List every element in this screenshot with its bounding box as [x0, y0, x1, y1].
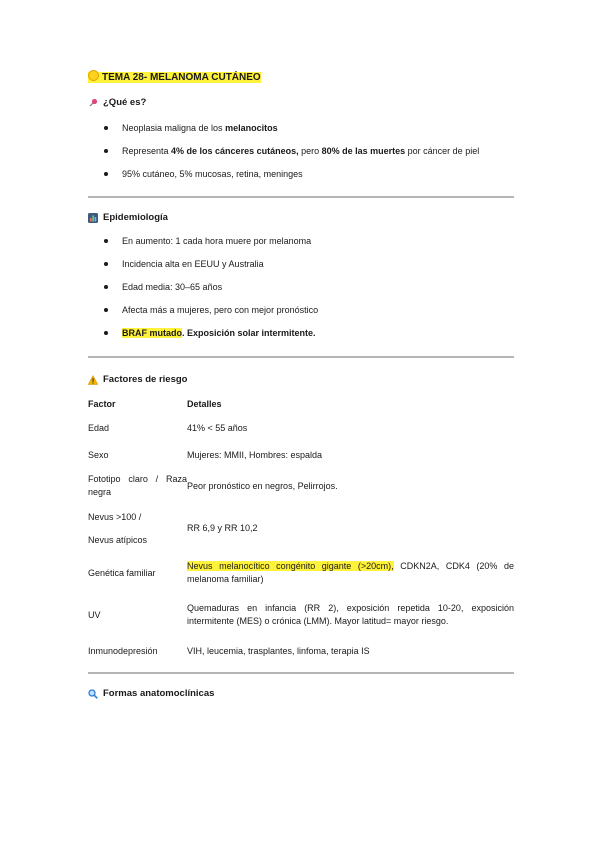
list-item: Edad media: 30–65 años: [104, 281, 318, 304]
list-item: 95% cutáneo, 5% mucosas, retina, meninges: [104, 168, 479, 191]
risk-factors-table: [88, 396, 514, 666]
magnifier-icon: [88, 689, 98, 699]
col-factor: Factor: [88, 399, 116, 409]
epidemiologia-heading: Epidemiología: [88, 212, 168, 223]
title-highlight: [88, 72, 261, 83]
title-text: TEMA 28- MELANOMA CUTÁNEO: [102, 72, 261, 83]
table-row: Nevus >100 / Nevus atípicos RR 6,9 y RR 10,2: [88, 511, 258, 545]
section-divider: [88, 672, 514, 674]
list-item: Incidencia alta en EEUU y Australia: [104, 258, 318, 281]
formas-heading: Formas anatomoclínicas: [88, 688, 214, 699]
pushpin-icon: [88, 98, 98, 108]
list-item: Neoplasia maligna de los melanocitos: [104, 122, 479, 145]
table-row: Edad 41% < 55 años: [88, 422, 248, 433]
table-row: Fototipo claro / Raza negra Peor pronóstico en negros, Pelirrojos.: [88, 474, 338, 497]
section-divider: [88, 196, 514, 198]
factores-heading: Factores de riesgo: [88, 374, 187, 385]
que-es-heading: ¿Qué es?: [88, 97, 146, 108]
list-item: Afecta más a mujeres, pero con mejor pronóstico: [104, 304, 318, 327]
bar-chart-icon: [88, 213, 98, 223]
sun-icon: [88, 70, 99, 81]
page-title: [88, 70, 261, 83]
table-header-row: [88, 396, 514, 412]
table-row: Genética familiar Nevus melanocítico congénito gigante (>20cm), CDKN2A, CDK4 (20% de melanoma familiar): [88, 561, 514, 584]
table-row: Sexo Mujeres: MMII, Hombres: espalda: [88, 450, 323, 460]
section-divider: [88, 356, 514, 358]
epidemiologia-list: [104, 235, 318, 350]
list-item: En aumento: 1 cada hora muere por melanoma: [104, 235, 318, 258]
que-es-list: [104, 122, 479, 191]
warning-icon: [88, 375, 98, 385]
col-detalles: Detalles: [187, 399, 222, 409]
table-row: UV Quemaduras en infancia (RR 2), exposición repetida 10-20, exposición intermitente (MES) o crónica (LMM). Mayor latitud= mayor riesgo.: [88, 603, 514, 626]
table-row: Inmunodepresión VIH, leucemia, trasplantes, linfoma, terapia IS: [88, 645, 370, 656]
list-item: Representa 4% de los cánceres cutáneos, pero 80% de las muertes por cáncer de piel: [104, 145, 479, 168]
list-item: BRAF mutado. Exposición solar intermitente.: [104, 327, 318, 350]
